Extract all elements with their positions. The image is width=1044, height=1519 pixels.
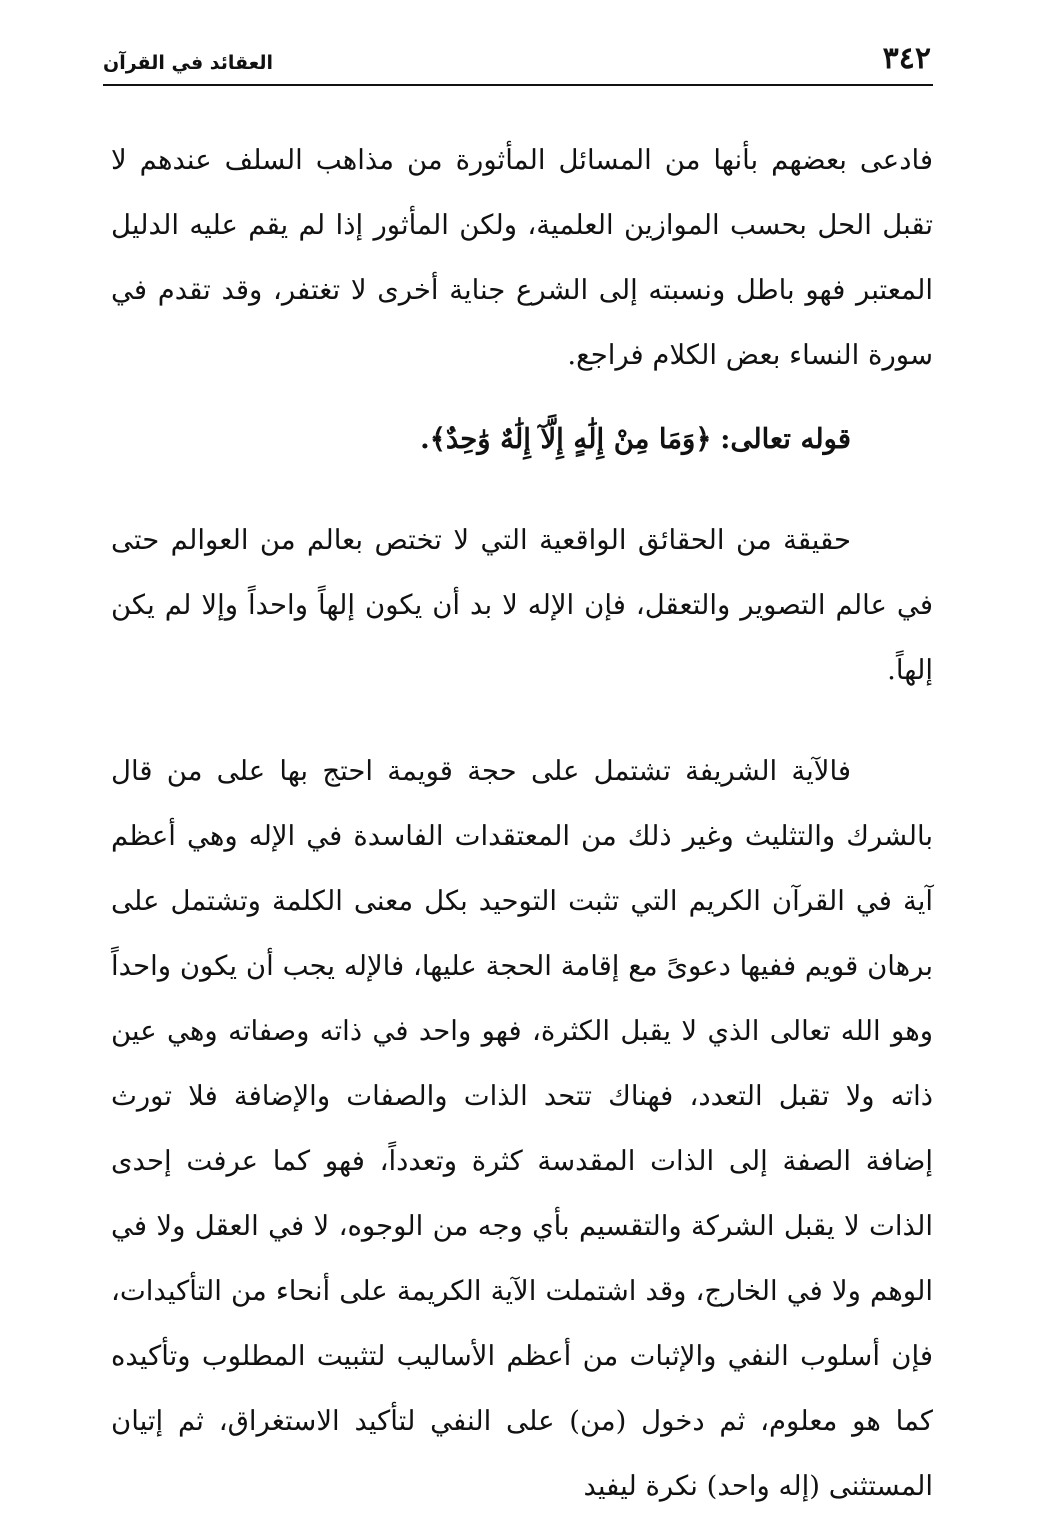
- page-number: ٣٤٢: [882, 41, 931, 76]
- verse-intro: قوله تعالى:: [720, 423, 851, 455]
- quran-verse: ﴿وَمَا مِنْ إِلَٰهٍ إِلَّآ إِلَٰهٌ وَٰحِدٌ﴾.: [420, 423, 712, 455]
- paragraph-1: فادعى بعضهم بأنها من المسائل المأثورة من مذاهب السلف عندهم لا تقبل الحل بحسب الموازين العلمية، ولكن المأثور إذا لم يقم عليه الدليل المعتبر فهو باطل ونسبته إلى الشرع جناية أخرى لا تغتفر، وقد تقدم في سورة النساء بعض الكلام فراجع.: [111, 144, 933, 371]
- running-title: العقائد في القرآن: [103, 52, 274, 74]
- paragraph-3: فالآية الشريفة تشتمل على حجة قويمة احتج بها على من قال بالشرك والتثليث وغير ذلك من المعتقدات الفاسدة في الإله وهي أعظم آية في القرآن الكريم التي تثبت التوحيد بكل معنى الكلمة وتشتمل على برهان قويم ففيها دعوىً مع إقامة الحجة عليها، فالإله يجب أن يكون واحداً وهو الله تعالى الذي لا يقبل الكثرة، فهو واحد في ذاته وصفاته وهي عين ذاته ولا تقبل التعدد، فهناك تتحد الذات والصفات والإضافة فلا تورث إضافة الصفة إلى الذات المقدسة كثرة وتعدداً، فهو كما عرفت إحدى الذات لا يقبل الشركة والتقسيم بأي وجه من الوجوه، لا في العقل ولا في الوهم ولا في الخارج، وقد اشتملت الآية الكريمة على أنحاء من التأكيدات، فإن أسلوب النفي والإثبات من أعظم الأساليب لتثبيت المطلوب وتأكيده كما هو معلوم، ثم دخول (من) على النفي لتأكيد الاستغراق، ثم إتيان المستثنى (إله واحد) نكرة ليفيد: [111, 755, 934, 1502]
- paragraph-2: حقيقة من الحقائق الواقعية التي لا تختص بعالم من العوالم حتى في عالم التصوير والتعقل، فإن الإله لا بد أن يكون إلهاً واحداً وإلا لم يكن إلهاً.: [111, 524, 933, 686]
- body-text: [111, 128, 933, 1519]
- running-header: [103, 40, 933, 86]
- verse-heading: [111, 406, 933, 472]
